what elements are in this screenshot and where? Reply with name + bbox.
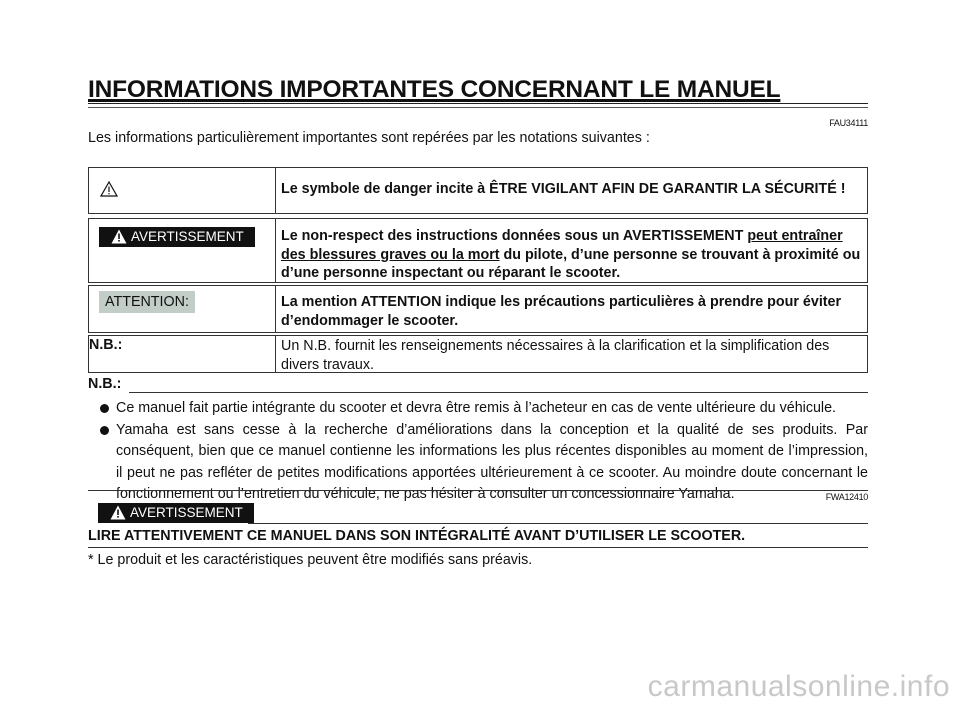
manual-page bbox=[88, 0, 868, 718]
danger-symbol-text: Le symbole de danger incite à ÊTRE VIGILANT AFIN DE GARANTIR LA SÉCURITÉ ! bbox=[281, 181, 846, 197]
title-rule bbox=[88, 103, 868, 104]
warning-rule-bottom bbox=[88, 547, 868, 548]
nb-label: N.B.: bbox=[89, 337, 123, 353]
nb-text: Un N.B. fournit les renseignements nécessaires à la clarification et la simplification des divers travaux. bbox=[281, 338, 830, 373]
reference-code-top: FAU34111 bbox=[829, 118, 868, 128]
warning-rule bbox=[248, 523, 868, 524]
warning-text-part2: du pilote, d’une personne se trouvant à proximité ou d’une personne inspectant ou réparant le scooter. bbox=[281, 246, 861, 281]
list-item-text: Yamaha est sans cesse à la recherche d’améliorations dans la conception et la qualité de ses produits. Par conséquent, bien que ce manuel contienne les informations les plus récentes disponibles au moment de l’impression, il peut ne pas refléter de petites modifications apportées ultérieurement à ce scooter. Au moindre doute concernant le fonctionnement ou l’entretien du véhicule, ne pas hésiter à consulter un concessionnaire Yamaha. bbox=[116, 421, 868, 502]
warning-badge-label: AVERTISSEMENT bbox=[130, 505, 243, 520]
warning-badge-label: AVERTISSEMENT bbox=[131, 229, 244, 244]
warning-badge bbox=[99, 227, 255, 247]
intro-text: Les informations particulièrement importantes sont repérées par les notations suivantes : bbox=[88, 130, 650, 146]
warning-text-part1: Le non-respect des instructions données sous un AVERTISSEMENT bbox=[281, 228, 748, 244]
bullet-dot-icon bbox=[100, 404, 109, 413]
title-rule-thin bbox=[88, 107, 868, 108]
bullet-dot-icon bbox=[100, 426, 109, 435]
attention-badge: ATTENTION: bbox=[99, 291, 195, 313]
nb-heading: N.B.: bbox=[88, 376, 122, 392]
section-rule bbox=[88, 490, 868, 491]
list-item-text: Ce manuel fait partie intégrante du scooter et devra être remis à l’acheteur en cas de vente ultérieure du véhicule. bbox=[116, 400, 837, 416]
notation-row-warning bbox=[88, 218, 868, 283]
reference-code-warning: FWA12410 bbox=[825, 492, 868, 502]
list-item bbox=[88, 398, 868, 420]
notation-row-left-cell bbox=[89, 336, 276, 372]
warning-text-underlined: peut entraîner des blessures graves ou la mort bbox=[281, 228, 843, 263]
nb-rule bbox=[129, 392, 868, 393]
notation-row-danger bbox=[88, 167, 868, 214]
notation-row-left-cell bbox=[89, 286, 276, 332]
page-title: INFORMATIONS IMPORTANTES CONCERNANT LE MANUEL bbox=[88, 76, 781, 103]
notation-row-nb bbox=[88, 335, 868, 373]
warning-triangle-icon bbox=[111, 229, 127, 244]
warning-triangle-icon bbox=[110, 505, 126, 520]
warning-badge bbox=[98, 503, 254, 523]
list-item bbox=[88, 420, 868, 506]
title-block bbox=[88, 76, 868, 106]
notation-row-attention bbox=[88, 285, 868, 333]
warning-instruction: LIRE ATTENTIVEMENT CE MANUEL DANS SON INTÉGRALITÉ AVANT D’UTILISER LE SCOOTER. bbox=[88, 528, 746, 544]
notation-row-left-cell bbox=[89, 168, 276, 213]
notation-row-left-cell bbox=[89, 219, 276, 282]
footnote: * Le produit et les caractéristiques peuvent être modifiés sans préavis. bbox=[88, 552, 533, 568]
warning-text bbox=[281, 227, 861, 283]
warning-triangle-outline-icon bbox=[100, 181, 118, 197]
watermark: carmanualsonline.info bbox=[647, 670, 950, 703]
attention-text: La mention ATTENTION indique les précautions particulières à prendre pour éviter d’endommager le scooter. bbox=[281, 294, 842, 329]
